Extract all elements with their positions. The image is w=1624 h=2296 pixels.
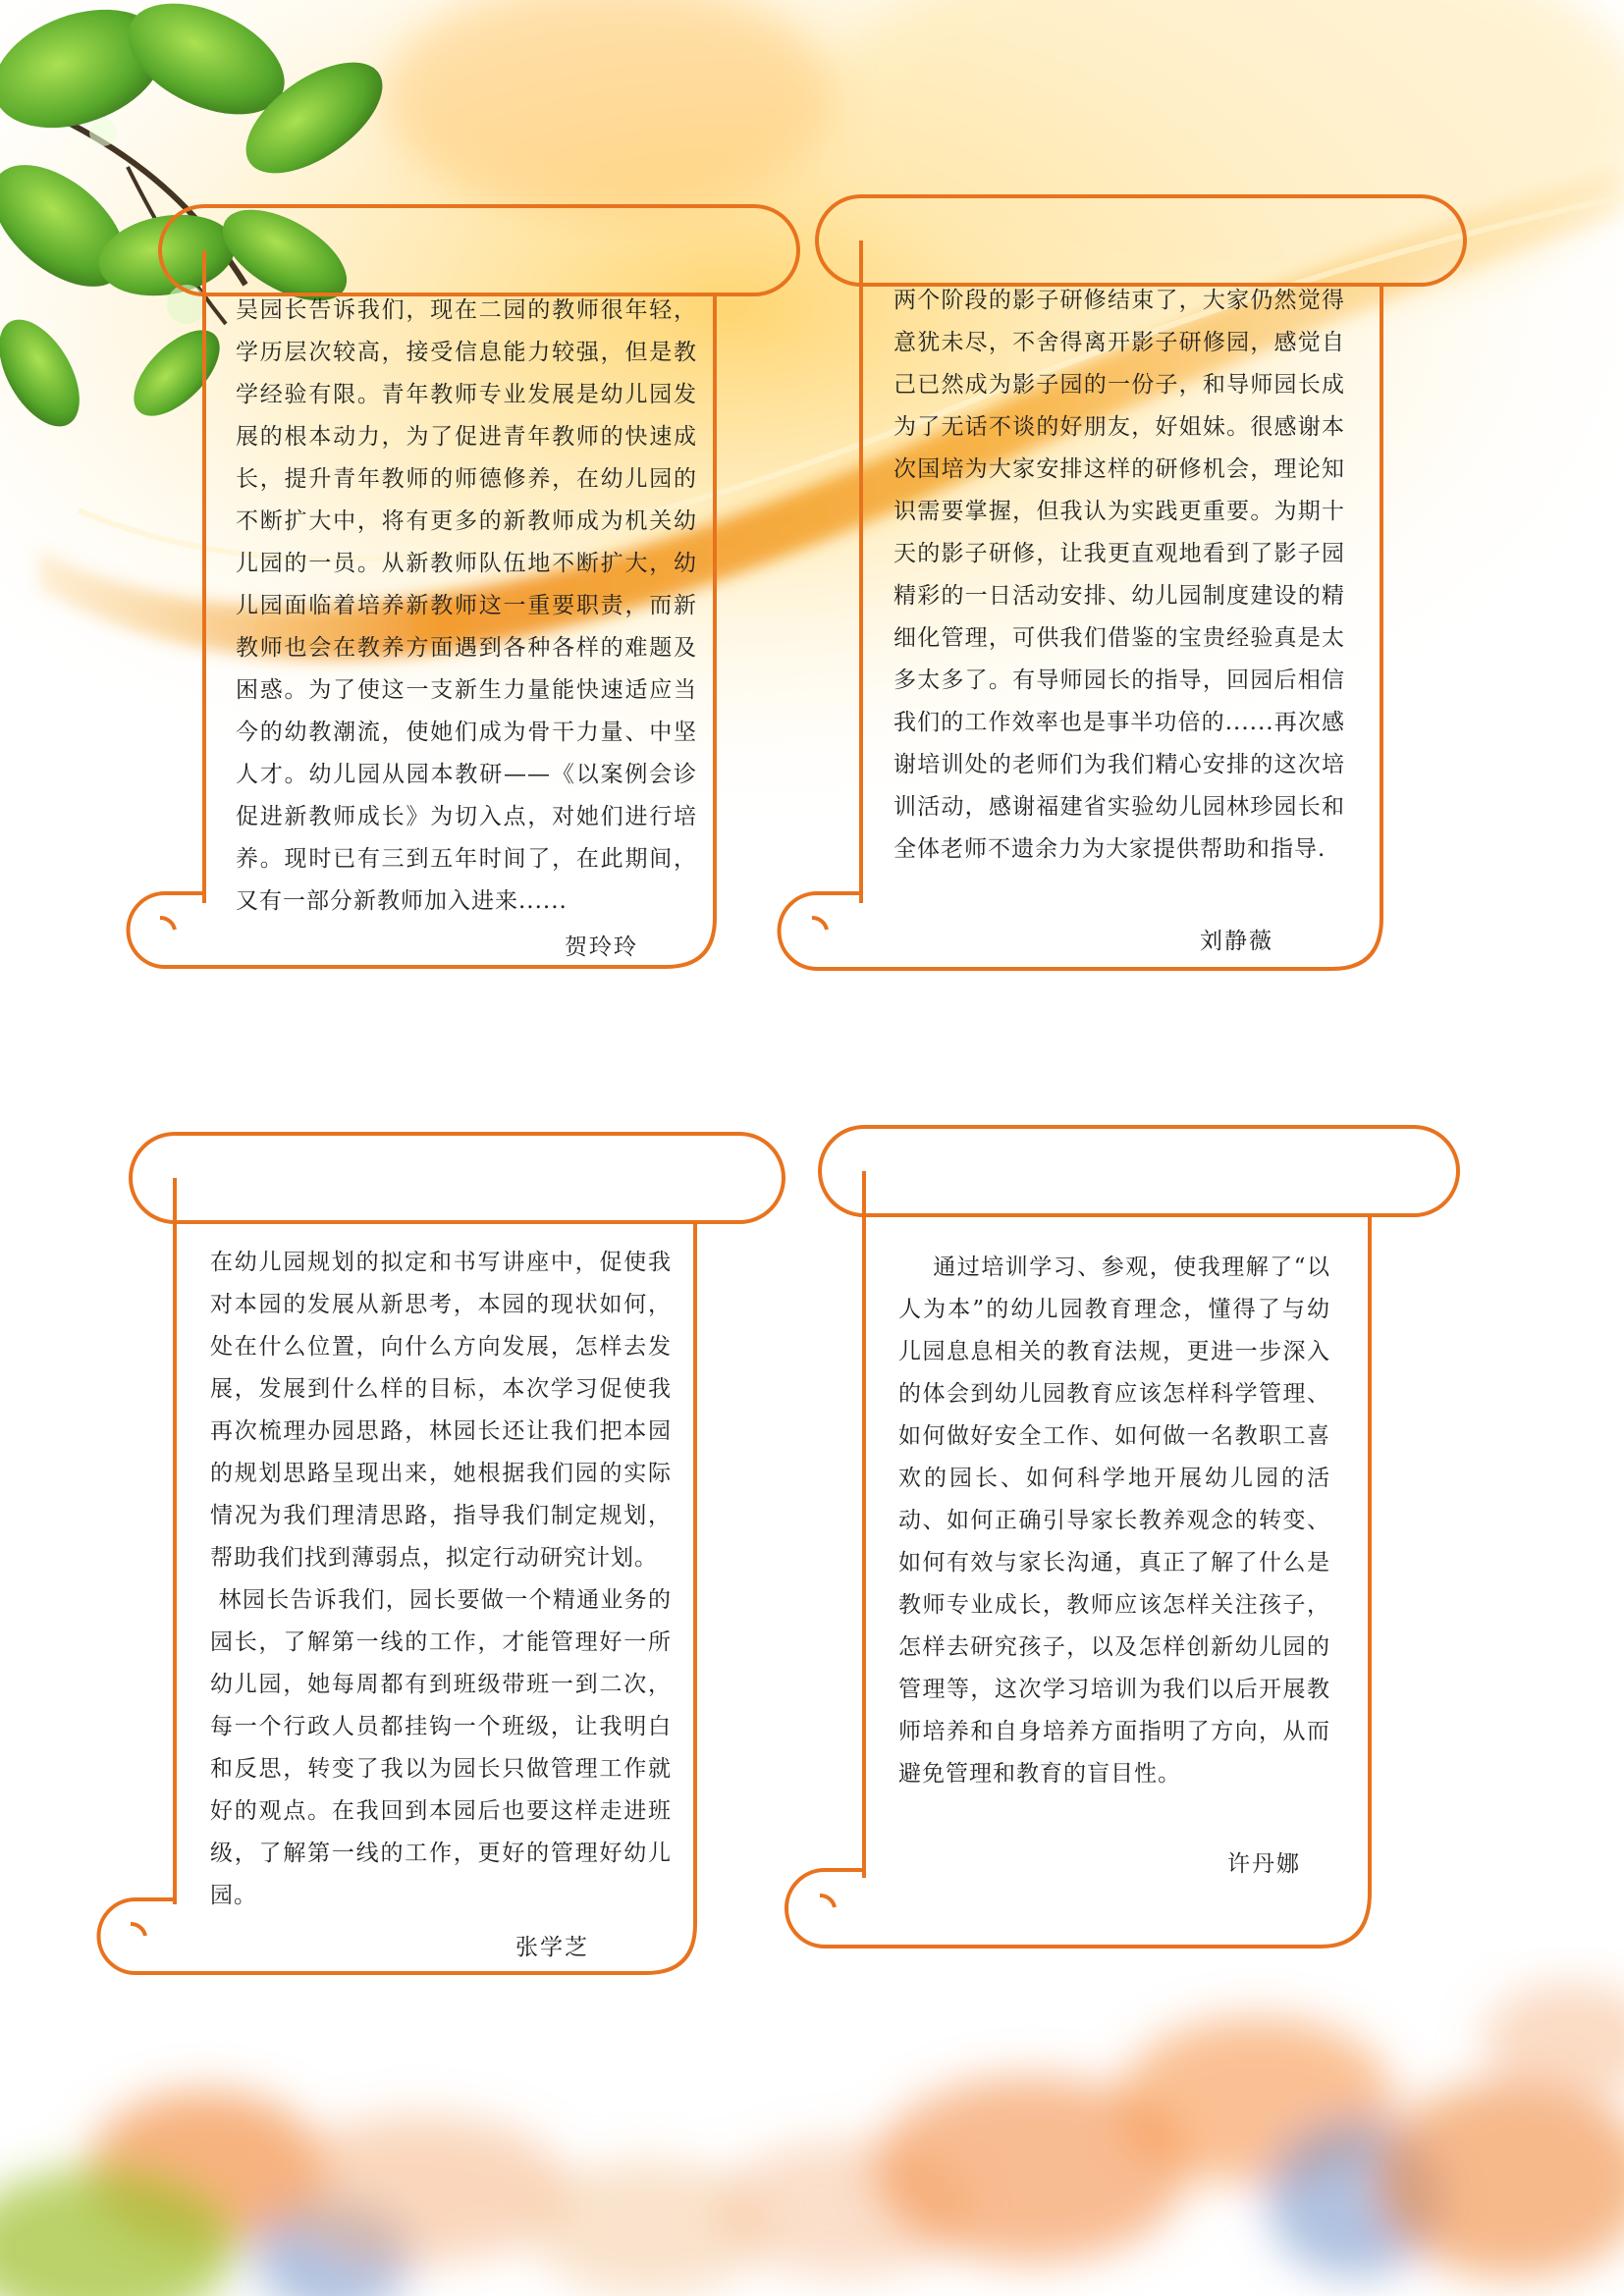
card-3-text: 在幼儿园规划的拟定和书写讲座中，促使我对本园的发展从新思考，本园的现状如何，处在什么位置，向什么方向发展，怎样去发展，发展到什么样的目标，本次学习促使我再次梳理办园思路，林园长还让我们把本园的规划思路呈现出来，她根据我们园的实际情况为我们理清思路，指导我们制定规划，帮助我们找到薄弱点，拟定行动研究计划。 林园长告诉我们，园长要做一个精通业务的园长，了解第一线的工作，才能管理好一所幼儿园，她每周都有到班级带班一到二次，每一个行政人员都挂钩一个班级，让我明白和反思，转变了我以为园长只做管理工作就好的观点。在我回到本园后也要这样走进班级，了解第一线的工作，更好的管理好幼儿园。 (210, 1250, 673, 1908)
card-1-author: 贺玲玲 (565, 934, 638, 960)
card-4-text: 通过培训学习、参观，使我理解了“以人为本”的幼儿园教育理念，懂得了与幼儿园息息相关的教育法规，更进一步深入的体会到幼儿园教育应该怎样科学管理、如何做好安全工作、如何做一名教职工喜欢的园长、如何科学地开展幼儿园的活动、如何正确引导家长教养观念的转变、如何有效与家长沟通，真正了解了什么是教师专业成长，教师应该怎样关注孩子，怎样去研究孩子，以及怎样创新幼儿园的管理等，这次学习培训为我们以后开展教师培养和自身培养方面指明了方向，从而避免管理和教育的盲目性。 (898, 1255, 1330, 1787)
card-2-author: 刘静薇 (1200, 929, 1273, 954)
card-1-text: 吴园长告诉我们，现在二园的教师很年轻，学历层次较高，接受信息能力较强，但是教学经验有限。青年教师专业发展是幼儿园发展的根本动力，为了促进青年教师的快速成长，提升青年教师的师德修养，在幼儿园的不断扩大中，将有更多的新教师成为机关幼儿园的一员。从新教师队伍地不断扩大，幼儿园面临着培养新教师这一重要职责，而新教师也会在教养方面遇到各种各样的难题及困惑。为了使这一支新生力量能快速适应当今的幼教潮流，使她们成为骨干力量、中坚人才。幼儿园从园本教研——《以案例会诊促进新教师成长》为切入点，对她们进行培养。现时已有三到五年时间了，在此期间，又有一部分新教师加入进来...... (236, 297, 697, 914)
card-4-author: 许丹娜 (1227, 1851, 1301, 1877)
card-3-author: 张学芝 (515, 1935, 589, 1960)
card-2-text: 两个阶段的影子研修结束了，大家仍然觉得意犹未尽，不舍得离开影子研修园，感觉自己已然成为影子园的一份子，和导师园长成为了无话不谈的好朋友，好姐妹。很感谢本次国培为大家安排这样的研修机会，理论知识需要掌握，但我认为实践更重要。为期十天的影子研修，让我更直观地看到了影子园精彩的一日活动安排、幼儿园制度建设的精细化管理，可供我们借鉴的宝贵经验真是太多太多了。有导师园长的指导，回园后相信我们的工作效率也是事半功倍的......再次感谢培训处的老师们为我们精心安排的这次培训活动，感谢福建省实验幼儿园林珍园长和全体老师不遗余力为大家提供帮助和指导. (893, 288, 1345, 862)
